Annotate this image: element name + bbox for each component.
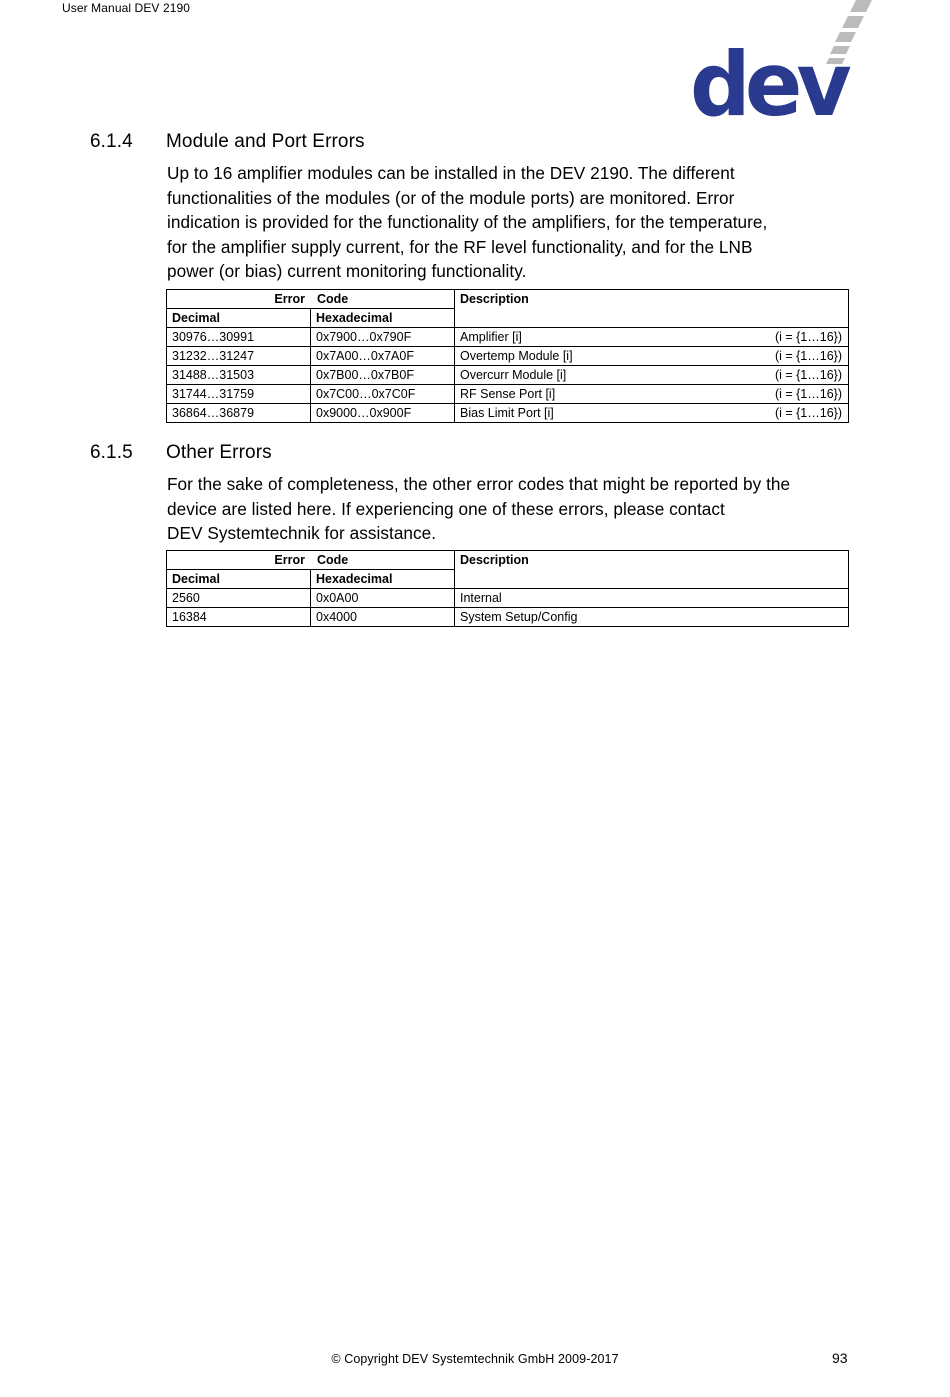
paragraph-line: DEV Systemtechnik for assistance. <box>167 523 437 543</box>
paragraph-line: power (or bias) current monitoring functionality. <box>167 261 527 281</box>
description-text: Amplifier [i] <box>460 330 522 344</box>
table-header-row <box>167 551 849 570</box>
dev-logo <box>688 0 874 120</box>
page-number: 93 <box>832 1350 848 1366</box>
table-row <box>167 589 849 608</box>
table-row <box>167 347 849 366</box>
index-range: (i = {1…16}) <box>774 406 842 420</box>
section-number: 6.1.5 <box>90 442 133 463</box>
decimal-cell: 31488…31503 <box>167 366 311 385</box>
hex-cell: 0x9000…0x900F <box>311 404 455 423</box>
decimal-cell: 31744…31759 <box>167 385 311 404</box>
description-cell <box>455 385 849 404</box>
description-text: Overtemp Module [i] <box>460 349 573 363</box>
index-range: (i = {1…16}) <box>774 349 842 363</box>
description-cell <box>455 589 849 608</box>
section-title: Other Errors <box>166 442 272 463</box>
index-range: (i = {1…16}) <box>774 330 842 344</box>
paragraph-line: indication is provided for the functionality of the amplifiers, for the temperature, <box>167 212 768 232</box>
decimal-cell: 16384 <box>167 608 311 627</box>
table-header-row <box>167 290 849 309</box>
copyright-footer: © Copyright DEV Systemtechnik GmbH 2009-2017 <box>331 1352 619 1366</box>
description-cell <box>455 347 849 366</box>
other-errors-table <box>166 550 849 627</box>
paragraph-line: Up to 16 amplifier modules can be installed in the DEV 2190. The different <box>167 163 735 183</box>
error-header-label: Error <box>274 292 305 306</box>
decimal-cell: 36864…36879 <box>167 404 311 423</box>
description-cell <box>455 366 849 385</box>
description-text: RF Sense Port [i] <box>460 387 556 401</box>
section-6-1-4-paragraph <box>167 161 857 284</box>
decimal-cell: 30976…30991 <box>167 328 311 347</box>
table-row <box>167 385 849 404</box>
decimal-cell: 31232…31247 <box>167 347 311 366</box>
decimal-cell: 2560 <box>167 589 311 608</box>
hex-cell: 0x7900…0x790F <box>311 328 455 347</box>
section-title: Module and Port Errors <box>166 131 365 152</box>
section-number: 6.1.4 <box>90 131 133 152</box>
description-header: Description <box>455 290 849 328</box>
hexadecimal-header: Hexadecimal <box>311 309 455 328</box>
hex-cell: 0x7C00…0x7C0F <box>311 385 455 404</box>
description-cell <box>455 404 849 423</box>
error-code-header <box>167 290 455 309</box>
error-code-header <box>167 551 455 570</box>
table-row <box>167 404 849 423</box>
table-row <box>167 608 849 627</box>
paragraph-line: for the amplifier supply current, for the RF level functionality, and for the LNB <box>167 236 753 257</box>
index-range: (i = {1…16}) <box>774 368 842 382</box>
paragraph-line: device are listed here. If experiencing one of these errors, please contact <box>167 498 725 519</box>
section-6-1-5-paragraph <box>167 472 857 546</box>
description-text: Internal <box>460 591 502 605</box>
module-port-errors-table <box>166 289 849 423</box>
section-heading-6-1-4 <box>90 131 365 153</box>
decimal-header: Decimal <box>167 309 311 328</box>
table-row <box>167 328 849 347</box>
decimal-header: Decimal <box>167 570 311 589</box>
code-header-label: Code <box>317 292 349 306</box>
logo-wordmark: dev <box>690 33 852 120</box>
description-cell <box>455 608 849 627</box>
description-text: System Setup/Config <box>460 610 578 624</box>
code-header-label: Code <box>317 553 349 567</box>
hexadecimal-header: Hexadecimal <box>311 570 455 589</box>
hex-cell: 0x4000 <box>311 608 455 627</box>
running-header: User Manual DEV 2190 <box>62 1 191 15</box>
description-header: Description <box>455 551 849 589</box>
paragraph-line: functionalities of the modules (or of the module ports) are monitored. Error <box>167 187 735 208</box>
hex-cell: 0x7A00…0x7A0F <box>311 347 455 366</box>
description-text: Overcurr Module [i] <box>460 368 567 382</box>
index-range: (i = {1…16}) <box>774 387 842 401</box>
paragraph-line: For the sake of completeness, the other error codes that might be reported by the <box>167 474 791 494</box>
table-row <box>167 366 849 385</box>
section-heading-6-1-5 <box>90 442 272 464</box>
error-header-label: Error <box>274 553 305 567</box>
hex-cell: 0x0A00 <box>311 589 455 608</box>
description-text: Bias Limit Port [i] <box>460 406 554 420</box>
hex-cell: 0x7B00…0x7B0F <box>311 366 455 385</box>
description-cell <box>455 328 849 347</box>
